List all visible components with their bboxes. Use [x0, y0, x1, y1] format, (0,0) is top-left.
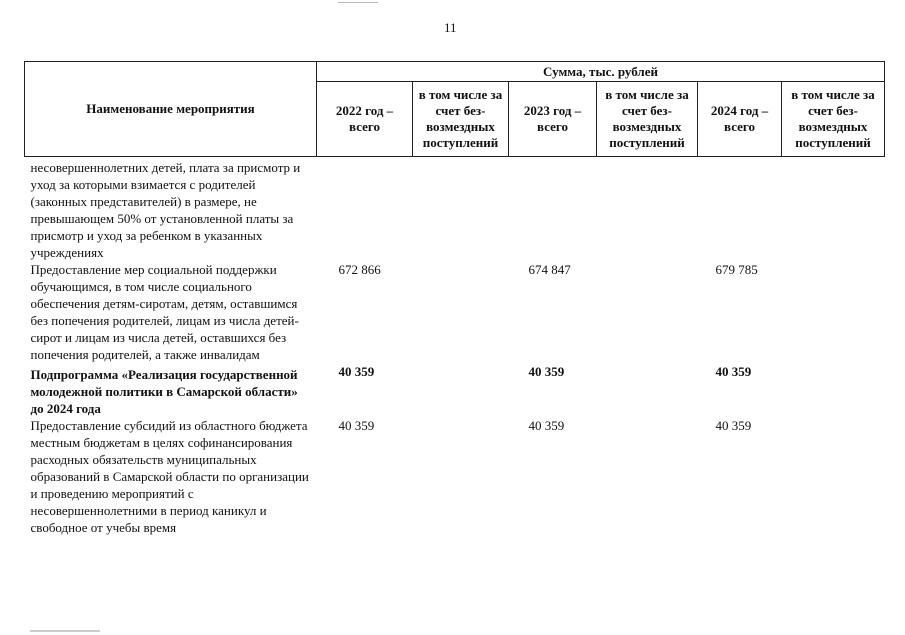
header-2022-total: 2022 год – всего [317, 82, 413, 157]
row-value-2022-grants [413, 159, 509, 261]
row-value-2022: 672 866 [338, 262, 381, 277]
row-value-2024-grants [782, 159, 885, 261]
row-value-2022: 40 359 [338, 364, 375, 379]
header-2022-grants: в том числе за счет без-возмездных поступлений [413, 82, 509, 157]
table-header [25, 62, 885, 157]
row-value-2022-grants [413, 261, 509, 363]
scan-artifact-top [338, 2, 378, 3]
row-value-2022-grants [413, 417, 509, 536]
table-row [25, 417, 885, 536]
table-row [25, 159, 885, 261]
row-value-2022: 40 359 [338, 418, 375, 433]
page-number: 11 [444, 20, 457, 35]
row-value-2022 [317, 159, 413, 261]
row-value-2024: 40 359 [715, 364, 752, 379]
row-value-2024 [698, 159, 782, 261]
header-sum-group: Сумма, тыс. рублей [317, 62, 885, 82]
header-2024-total: 2024 год – всего [698, 82, 782, 157]
row-value-2024: 679 785 [715, 262, 758, 277]
header-2024-grants: в том числе за счет без-возмездных поступлений [782, 82, 885, 157]
scan-artifact-bottom [30, 630, 100, 632]
header-2023-grants: в том числе за счет без-возмездных поступлений [597, 82, 698, 157]
row-name: несовершеннолетних детей, плата за присмотр и уход за которыми взимается с родителей (законных представителей) в размере, не превышающем 50% от установленной платы за присмотр и уход за ребенком в указанных учреждениях [30, 160, 301, 260]
row-value-2024: 40 359 [715, 418, 752, 433]
row-name: Предоставление субсидий из областного бюджета местным бюджетам в целях софинансирования расходных обязательств муниципальных образований в Самарской области по организации и проведению мероприятий с несовершеннолетними в период каникул и свободное от учебы время [30, 418, 309, 535]
row-value-2023: 40 359 [528, 418, 565, 433]
row-value-2023-grants [597, 363, 698, 417]
row-value-2023-grants [597, 261, 698, 363]
budget-table [24, 61, 885, 536]
row-value-2023 [509, 159, 597, 261]
table-row-subprogram [25, 363, 885, 417]
row-name: Подпрограмма «Реализация государственной молодежной политики в Самарской области» до 2024 года [30, 367, 298, 416]
header-2023-total: 2023 год – всего [509, 82, 597, 157]
table-body [25, 157, 885, 537]
row-value-2022-grants [413, 363, 509, 417]
header-name-column: Наименование мероприятия [25, 62, 317, 157]
row-value-2024-grants [782, 417, 885, 536]
row-value-2023-grants [597, 417, 698, 536]
row-value-2023: 674 847 [528, 262, 571, 277]
row-value-2024-grants [782, 261, 885, 363]
row-value-2023: 40 359 [528, 364, 565, 379]
row-value-2024-grants [782, 363, 885, 417]
table-row [25, 261, 885, 363]
row-value-2023-grants [597, 159, 698, 261]
row-name: Предоставление мер социальной поддержки обучающимся, в том числе социального обеспечения детям-сиротам, детям, оставшимся без попечения родителей, лицам из числа детей-сирот и лицам из числа детей, оставшихся без попечения родителей, а также инвалидам [30, 262, 299, 362]
